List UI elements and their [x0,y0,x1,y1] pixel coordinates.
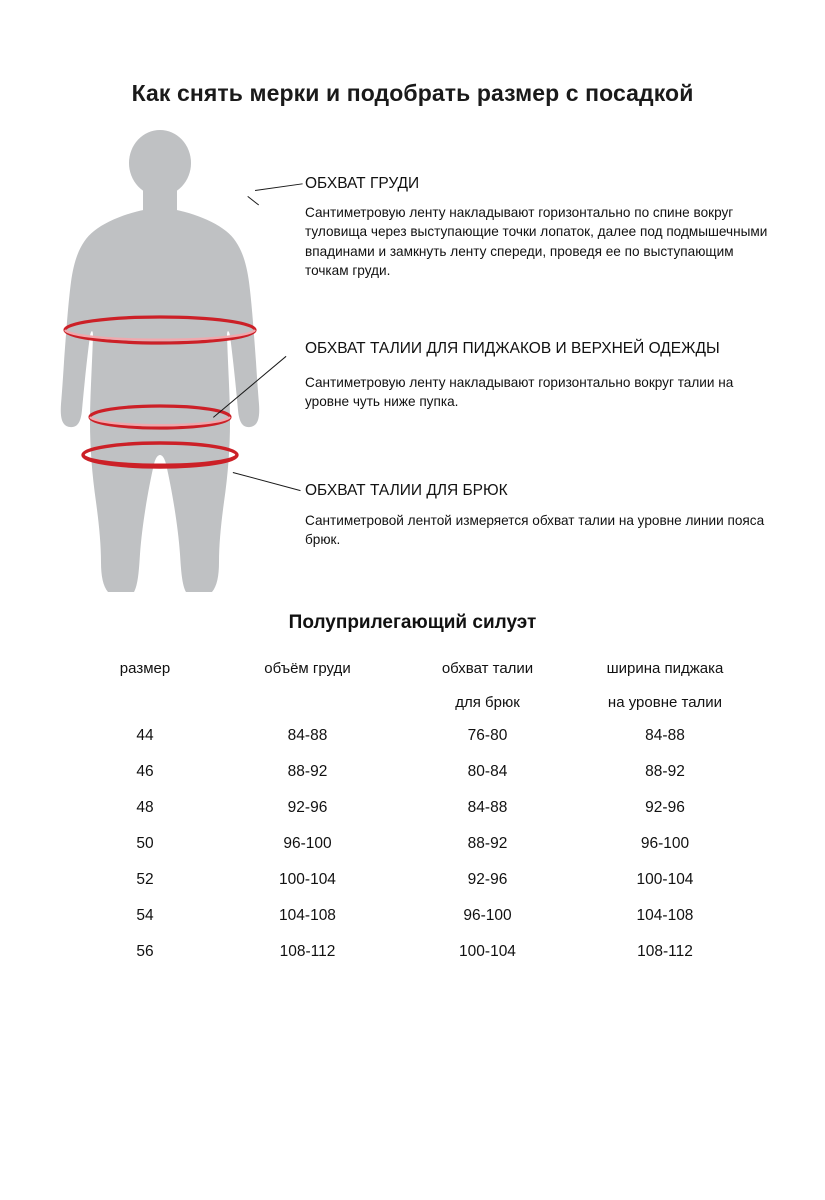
cell-jacket: 100-104 [636,871,694,888]
table-title: Полуприлегающий силуэт [288,612,537,633]
cell-chest: 104-108 [279,907,336,924]
cell-size: 48 [136,799,154,816]
size-table [75,658,755,970]
cell-jacket: 92-96 [645,799,685,816]
cell-chest: 100-104 [279,871,336,888]
cell-chest: 96-100 [283,835,332,852]
table-row [75,898,755,934]
cell-waist: 96-100 [463,907,512,924]
cell-chest: 88-92 [287,763,328,780]
table-row [75,754,755,790]
male-torso-figure [30,130,290,600]
table-header-jacket-main: ширина пиджака [606,660,724,677]
cell-chest: 108-112 [279,943,336,960]
table-row [75,826,755,862]
cell-size: 56 [136,943,154,960]
cell-waist: 100-104 [459,943,516,960]
table-header-row [75,658,755,713]
cell-chest: 84-88 [287,727,328,744]
cell-waist: 84-88 [467,799,508,816]
table-header-chest [215,658,400,713]
callout-heading-jacket-waist: ОБХВАТ ТАЛИИ ДЛЯ ПИДЖАКОВ И ВЕРХНЕЙ ОДЕЖДЫ [305,340,720,357]
table-row [75,713,755,754]
callout-body-jacket-waist: Сантиметровую ленту накладывают горизонтально вокруг талии на уровне чуть ниже пупка. [305,375,734,410]
callout-body-trousers-waist: Сантиметровой лентой измеряется обхват талии на уровне линии пояса брюк. [305,513,765,548]
table-header-jacket [575,658,755,713]
cell-jacket: 96-100 [640,835,690,852]
table-header-waist-main: обхват талии [441,660,534,677]
cell-chest: 92-96 [287,799,328,816]
cell-jacket: 84-88 [645,727,685,744]
cell-waist: 76-80 [467,727,508,744]
cell-waist: 80-84 [467,763,508,780]
table-row [75,790,755,826]
table-header-size [75,658,215,713]
table-header-jacket-sub: на уровне талии [607,694,723,711]
table-row [75,934,755,970]
table-header-waist [400,658,575,713]
callout-heading-chest: ОБХВАТ ГРУДИ [305,175,420,192]
cell-jacket: 88-92 [645,763,685,780]
callout-heading-trousers-waist: ОБХВАТ ТАЛИИ ДЛЯ БРЮК [305,482,508,499]
cell-waist: 88-92 [467,835,508,852]
cell-jacket: 108-112 [637,943,693,960]
page-title: Как снять мерки и подобрать размер с посадкой [131,80,694,106]
table-header-waist-sub: для брюк [455,694,520,711]
table-header-chest-main: объём груди [264,660,351,677]
cell-jacket: 104-108 [636,907,694,924]
cell-size: 50 [136,835,154,852]
table-row [75,862,755,898]
cell-size: 46 [136,763,154,780]
cell-size: 54 [136,907,154,924]
cell-size: 44 [136,727,154,744]
cell-size: 52 [136,871,154,888]
cell-waist: 92-96 [467,871,508,888]
callout-body-chest: Сантиметровую ленту накладывают горизонтально по спине вокруг туловища через выступающие точки лопаток, далее под подмышечными впадинами и замкнуть ленту спереди, проведя ее по выступающим точкам груди. [305,205,768,278]
table-header-size-main: размер [119,660,171,677]
